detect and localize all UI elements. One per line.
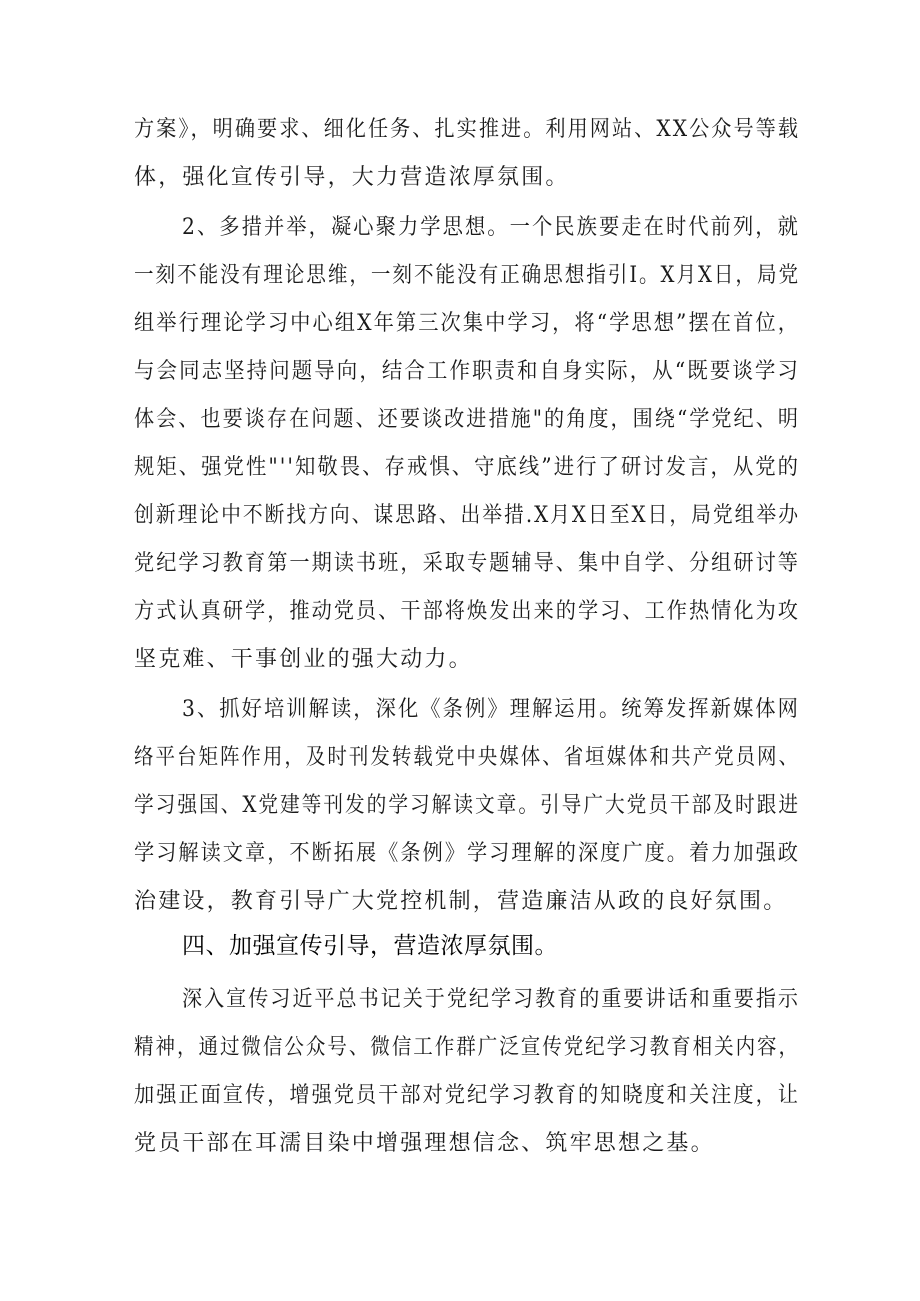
text-line: 治建设，教育引导广大党控机制，营造廉洁从政的良好氛围。	[134, 889, 788, 914]
text-line: 3、抓好培训解读，深化《条例》理解运用。统筹发挥新媒体网	[182, 697, 800, 722]
text-line: 党员干部在耳濡目染中增强理想信念、筑牢思想之基。	[134, 1131, 715, 1156]
text-line: 体会、也要谈存在问题、还要谈改进措施"的角度，围绕“学党纪、明	[134, 407, 801, 432]
text-line: 方式认真研学，推动党员、干部将焕发出来的学习、工作热情化为攻	[134, 599, 800, 624]
text-line: 坚克难、干事创业的强大动力。	[134, 647, 473, 672]
text-line: 组举行理论学习中心组X年第三次集中学习，将“学思想”摆在首位，	[134, 311, 801, 336]
text-line: 体，强化宣传引导，大力营造浓厚氛围。	[134, 165, 570, 190]
text-line: 一刻不能没有理论思维，一刻不能没有正确思想指引I。X月X日，局党	[134, 263, 801, 288]
text-line: 学习解读文章，不断拓展《条例》学习理解的深度广度。着力加强政	[134, 841, 800, 866]
text-line: 学习强国、X党建等刊发的学习解读文章。引导广大党员干部及时跟进	[134, 793, 800, 818]
section-heading: 四、加强宣传引导，营造浓厚氛围。	[182, 933, 558, 959]
text-line: 深入宣传习近平总书记关于党纪学习教育的重要讲话和重要指示	[182, 987, 800, 1012]
text-line: 规矩、强党性"''知敬畏、存戒惧、守底线”进行了研讨发言，从党的	[134, 455, 801, 480]
text-line: 方案》，明确要求、细化任务、扎实推进。利用网站、XX公众号等载	[134, 117, 801, 142]
text-line: 2、多措并举，凝心聚力学思想。一个民族要走在时代前列，就	[182, 215, 800, 240]
text-line: 创新理论中不断找方向、谋思路、出举措.X月X日至X日，局党组举办	[134, 503, 800, 528]
text-line: 精神，通过微信公众号、微信工作群广泛宣传党纪学习教育相关内容，	[134, 1035, 801, 1060]
text-line: 加强正面宣传，增强党员干部对党纪学习教育的知晓度和关注度，让	[134, 1083, 800, 1108]
text-line: 党纪学习教育第一期读书班，采取专题辅导、集中自学、分组研讨等	[134, 551, 800, 576]
text-line: 与会同志坚持问题导向，结合工作职责和自身实际，从“既要谈学习	[134, 359, 800, 384]
text-line: 络平台矩阵作用，及时刊发转载党中央媒体、省垣媒体和共产党员网、	[134, 745, 801, 770]
